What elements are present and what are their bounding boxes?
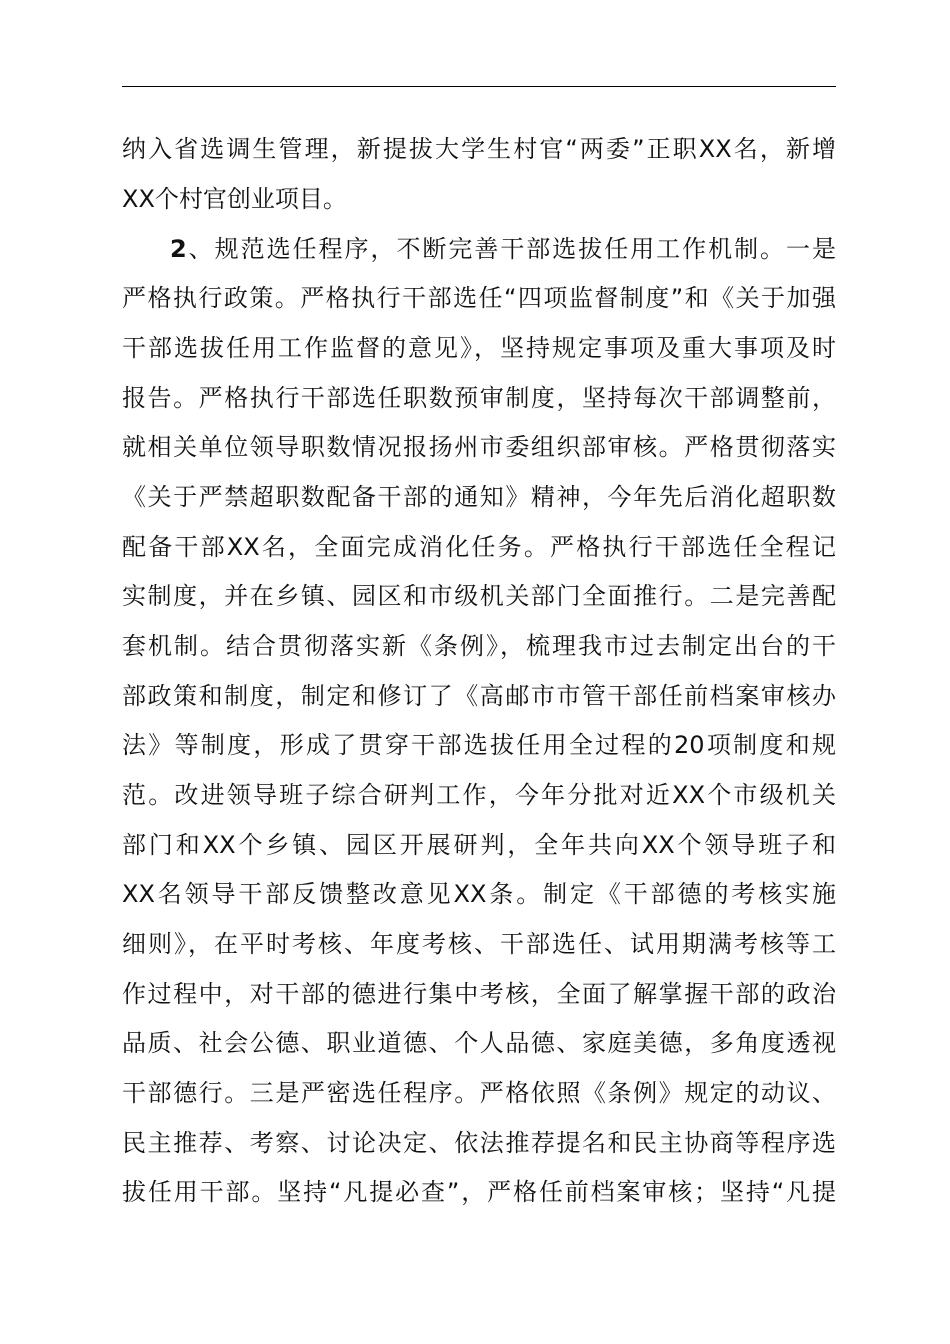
text-line: 部门和XX个乡镇、园区开展研判，全年共向XX个领导班子和 (122, 831, 836, 859)
text-line: 就相关单位领导职数情况报扬州市委组织部审核。严格贯彻落实 (122, 433, 836, 461)
text-line: 报告。严格执行干部选任职数预审制度，坚持每次干部调整前， (122, 384, 836, 412)
text-line: 法》等制度，形成了贯穿干部选拔任用全过程的20项制度和规 (122, 731, 836, 759)
text-line: 范。改进领导班子综合研判工作，今年分批对近XX个市级机关 (122, 781, 836, 809)
text-line: 干部选拔任用工作监督的意见》，坚持规定事项及重大事项及时 (122, 334, 836, 362)
text-line: 纳入省选调生管理，新提拔大学生村官“两委”正职XX名，新增 (122, 135, 836, 163)
section-heading-text: 、规范选任程序，不断完善干部选拔任用工作机制。一是 (186, 235, 836, 263)
paragraph-first-line (170, 229, 836, 269)
text-line: 严格执行政策。严格执行干部选任“四项监督制度”和《关于加强 (122, 284, 836, 312)
text-line: 品质、社会公德、职业道德、个人品德、家庭美德，多角度透视 (122, 1029, 836, 1057)
text-line: XX个村官创业项目。 (122, 185, 347, 213)
text-line: 干部德行。三是严密选任程序。严格依照《条例》规定的动议、 (122, 1079, 836, 1107)
text-line: 拔任用干部。坚持“凡提必查”，严格任前档案审核；坚持“凡提 (122, 1178, 836, 1206)
section-number: 2 (170, 235, 187, 263)
text-line: 作过程中，对干部的德进行集中考核，全面了解掌握干部的政治 (122, 980, 836, 1008)
header-rule (122, 86, 836, 87)
text-line: 民主推荐、考察、讨论决定、依法推荐提名和民主协商等程序选 (122, 1129, 836, 1157)
text-line: 配备干部XX名，全面完成消化任务。严格执行干部选任全程记 (122, 533, 836, 561)
text-line: 细则》，在平时考核、年度考核、干部选任、试用期满考核等工 (122, 930, 836, 958)
text-line: 部政策和制度，制定和修订了《高邮市市管干部任前档案审核办 (122, 682, 836, 710)
text-line: 实制度，并在乡镇、园区和市级机关部门全面推行。二是完善配 (122, 582, 836, 610)
text-line: XX名领导干部反馈整改意见XX条。制定《干部德的考核实施 (122, 880, 836, 908)
text-line: 《关于严禁超职数配备干部的通知》精神，今年先后消化超职数 (122, 483, 836, 511)
text-line: 套机制。结合贯彻落实新《条例》，梳理我市过去制定出台的干 (122, 632, 836, 660)
